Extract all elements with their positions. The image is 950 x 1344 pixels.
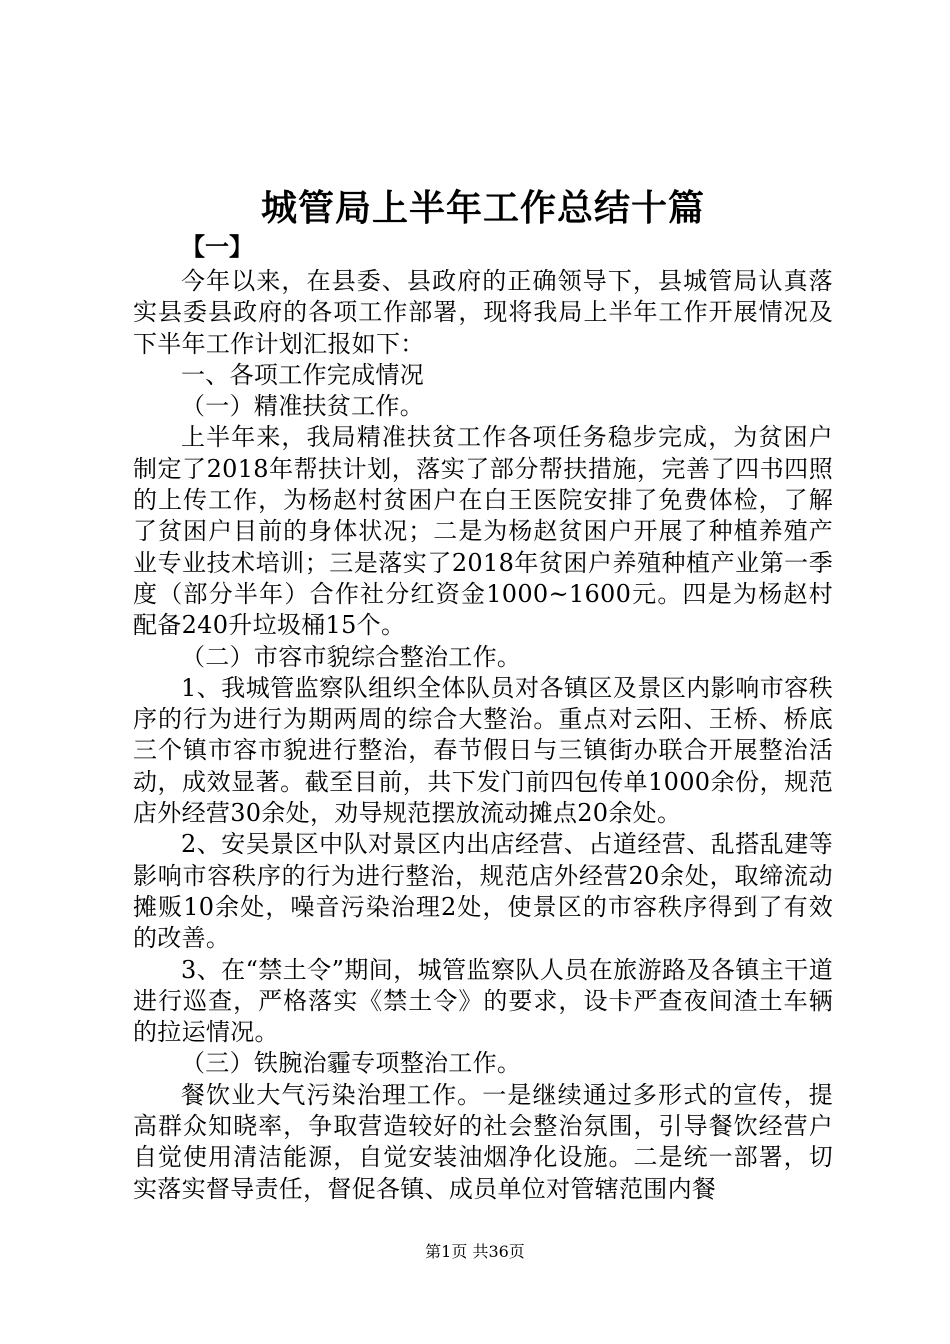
paragraph-item-1: 1、我城管监察队组织全体队员对各镇区及景区内影响市容秩序的行为进行为期两周的综合大整治。重点对云阳、王桥、桥底三个镇市容市貌进行整治，春节假日与三镇街办联合开展整治活动，成效显著。截至目前，共下发门前四包传单1000余份，规范店外经营30余处，劝导规范摆放流动摊点20余处。 [133,673,833,828]
paragraph-poverty-alleviation: 上半年来，我局精准扶贫工作各项任务稳步完成，为贫困户制定了2018年帮扶计划，落实了部分帮扶措施，完善了四书四照的上传工作，为杨赵村贫困户在白王医院安排了免费体检，了解了贫困户目前的身体状况；二是为杨赵贫困户开展了种植养殖产业专业技术培训；三是落实了2018年贫困户养殖种植产业第一季度（部分半年）合作社分红资金1000~1600元。四是为杨赵村配备240升垃圾桶15个。 [133,423,833,640]
paragraph-smog-control: 餐饮业大气污染治理工作。一是继续通过多形式的宣传，提高群众知晓率，争取营造较好的社会整治氛围，引导餐饮经营户自觉使用清洁能源，自觉安装油烟净化设施。二是统一部署，切实落实督导责任，督促各镇、成员单位对管辖范围内餐 [133,1080,833,1203]
document-page [133,178,833,1205]
section-heading: 【一】 [181,232,253,261]
paragraph-item-3: 3、在“禁土令”期间，城管监察队人员在旅游路及各镇主干道进行巡查，严格落实《禁土令》的要求，设卡严查夜间渣土车辆的拉运情况。 [133,955,833,1047]
paragraph-intro: 今年以来，在县委、县政府的正确领导下，县城管局认真落实县委县政府的各项工作部署，现将我局上半年工作开展情况及下半年工作计划汇报如下： [133,267,833,358]
heading-smog-control: （三）铁腕治霾专项整治工作。 [181,1049,522,1078]
page-footer: 第1页 共36页 [425,1242,525,1261]
heading-poverty-alleviation: （一）精准扶贫工作。 [181,392,424,421]
document-title: 城管局上半年工作总结十篇 [260,187,705,229]
heading-city-appearance: （二）市容市貌综合整治工作。 [181,642,522,671]
paragraph-item-2: 2、安吴景区中队对景区内出店经营、占道经营、乱搭乱建等影响市容秩序的行为进行整治，规范店外经营20余处，取缔流动摊贩10余处，噪音污染治理2处，使景区的市容秩序得到了有效的改善。 [133,830,833,953]
heading-work-completion: 一、各项工作完成情况 [181,360,424,389]
